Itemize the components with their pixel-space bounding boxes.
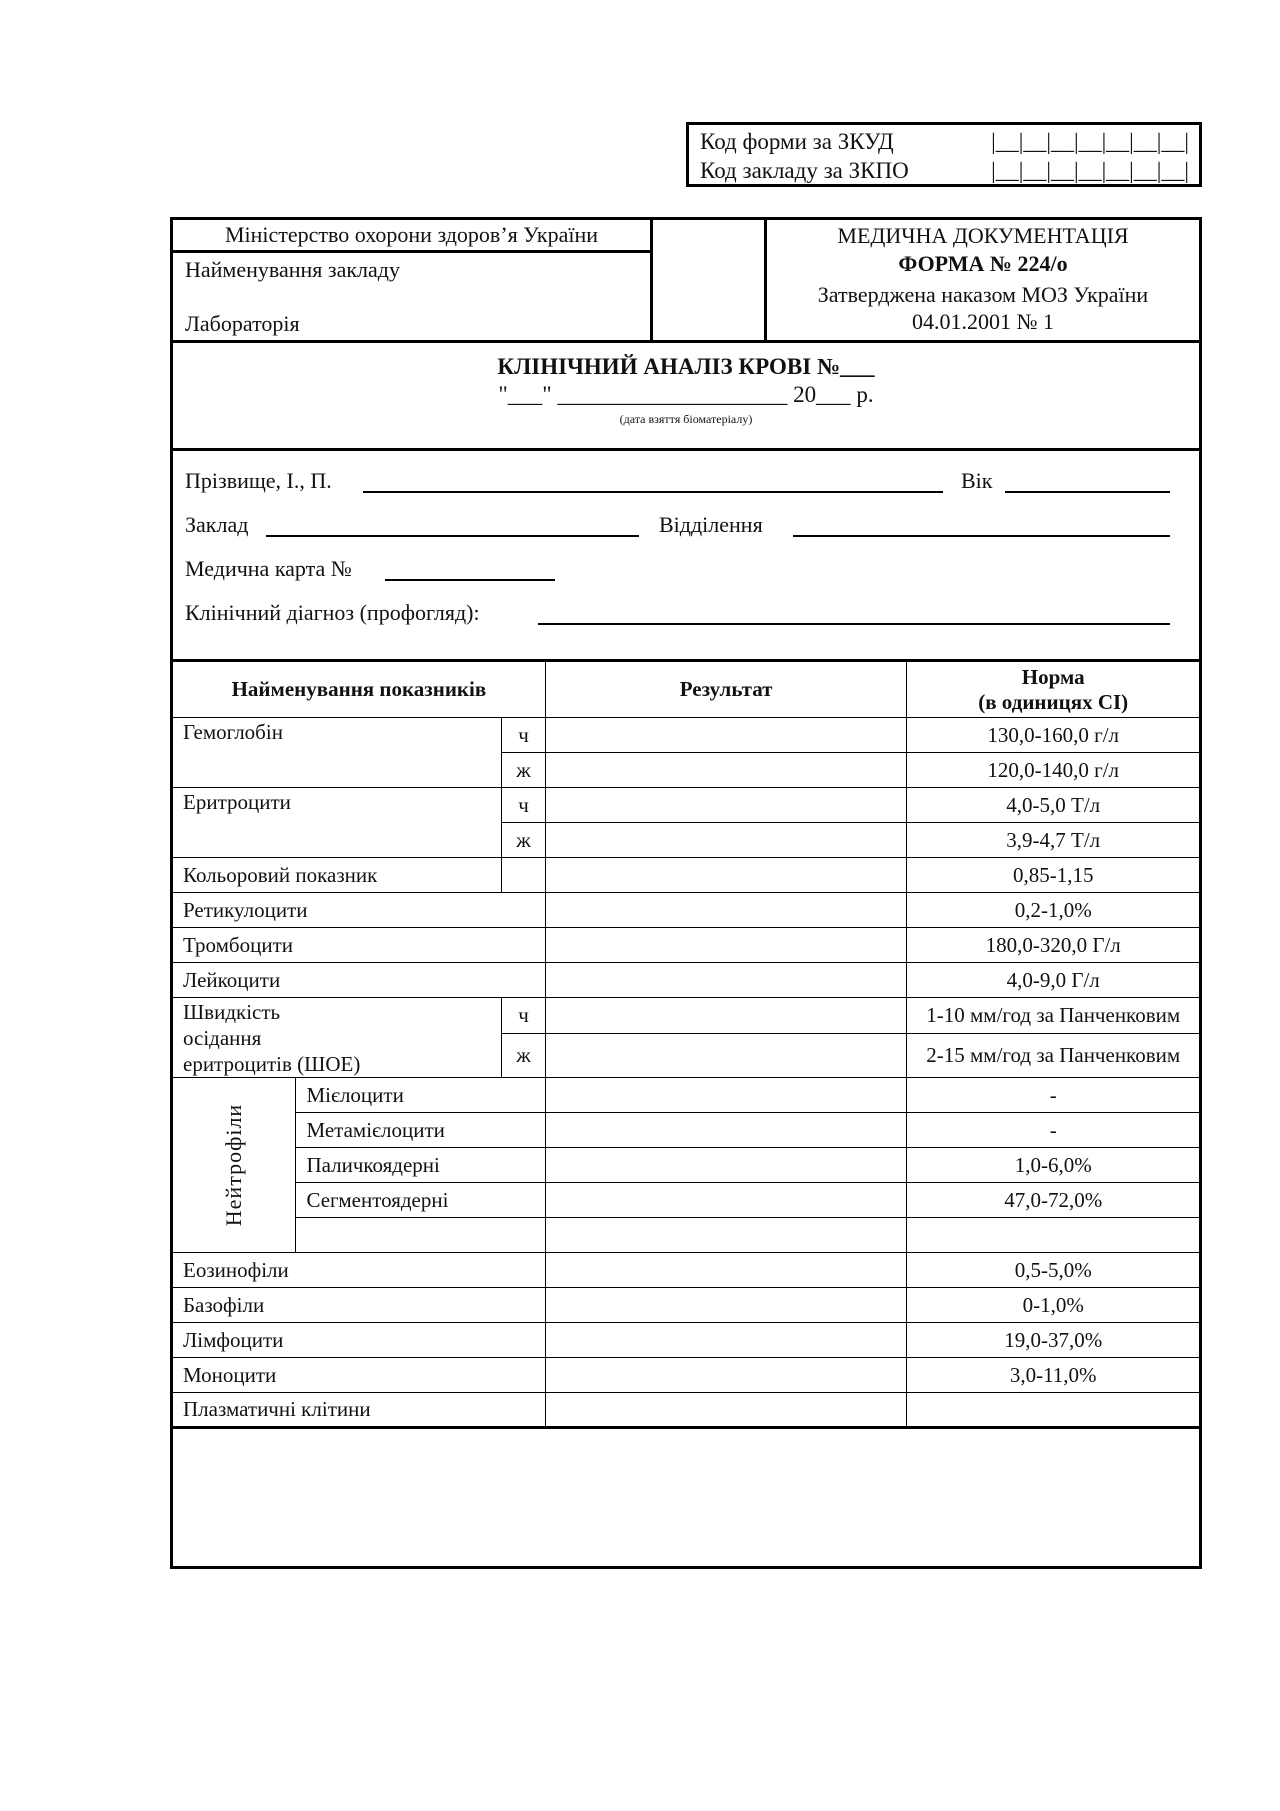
plasma-cells-result[interactable] <box>545 1393 907 1428</box>
zkpo-row <box>700 156 1189 185</box>
myelocytes-result[interactable] <box>545 1078 907 1113</box>
table-row <box>173 963 1199 998</box>
erythrocytes-name: Еритроцити <box>173 788 502 858</box>
hemoglobin-female-norm: 120,0-140,0 г/л <box>907 753 1199 788</box>
doc-type: МЕДИЧНА ДОКУМЕНТАЦІЯ <box>837 223 1129 248</box>
hemoglobin-female-result[interactable] <box>545 753 907 788</box>
table-row <box>173 718 1199 753</box>
esr-male-result[interactable] <box>545 998 907 1034</box>
reticulocytes-norm: 0,2-1,0% <box>907 893 1199 928</box>
diagnosis-label: Клінічний діагноз (профогляд): <box>185 600 480 625</box>
eosinophils-name: Еозинофіли <box>173 1253 545 1288</box>
age-label: Вік <box>961 468 993 493</box>
department-label: Відділення <box>659 512 763 537</box>
neutrophils-extra-name[interactable] <box>296 1218 545 1253</box>
basophils-norm: 0-1,0% <box>907 1288 1199 1323</box>
band-neutrophils-name: Паличкоядерні <box>296 1148 545 1183</box>
basophils-name: Базофіли <box>173 1288 545 1323</box>
table-row <box>173 858 1199 893</box>
neutrophils-extra-result[interactable] <box>545 1218 907 1253</box>
approval-date: 04.01.2001 № 1 <box>912 309 1054 334</box>
institution-name-label: Найменування закладу <box>185 257 400 282</box>
medical-card-field[interactable] <box>385 579 555 581</box>
zkpo-label: Код закладу за ЗКПО <box>700 158 909 183</box>
lymphocytes-norm: 19,0-37,0% <box>907 1323 1199 1358</box>
sex-empty <box>502 858 546 893</box>
leukocytes-result[interactable] <box>545 963 907 998</box>
platelets-result[interactable] <box>545 928 907 963</box>
table-row <box>173 1288 1199 1323</box>
zkud-code-field[interactable]: |__|__|__|__|__|__|__| <box>991 129 1189 154</box>
color-index-name: Кольоровий показник <box>173 858 502 893</box>
metamyelocytes-norm: - <box>907 1113 1199 1148</box>
hemoglobin-male-norm: 130,0-160,0 г/л <box>907 718 1199 753</box>
erythrocytes-male-norm: 4,0-5,0 Т/л <box>907 788 1199 823</box>
form-number: ФОРМА № 224/о <box>898 251 1068 276</box>
leukocytes-name: Лейкоцити <box>173 963 545 998</box>
title-bottom-border <box>173 448 1199 451</box>
approval-text: Затверджена наказом МОЗ України <box>817 282 1149 307</box>
header-norm <box>907 661 1199 718</box>
table-row <box>173 1218 1199 1253</box>
age-field[interactable] <box>1005 491 1170 493</box>
neutrophils-group-label: Нейтрофіли <box>221 1103 247 1227</box>
eosinophils-result[interactable] <box>545 1253 907 1288</box>
segmented-neutrophils-norm: 47,0-72,0% <box>907 1183 1199 1218</box>
lymphocytes-name: Лімфоцити <box>173 1323 545 1358</box>
header-result: Результат <box>545 661 907 718</box>
analysis-table <box>173 659 1199 1429</box>
header-norm-line2: (в одиницях СІ) <box>978 689 1129 714</box>
ministry-divider <box>173 250 653 253</box>
segmented-neutrophils-result[interactable] <box>545 1183 907 1218</box>
sex-male: ч <box>502 718 546 753</box>
form-code-box <box>686 122 1202 187</box>
zkud-label: Код форми за ЗКУД <box>700 129 894 154</box>
hemoglobin-male-result[interactable] <box>545 718 907 753</box>
reticulocytes-name: Ретикулоцити <box>173 893 545 928</box>
platelets-name: Тромбоцити <box>173 928 545 963</box>
notes-area[interactable] <box>173 1459 1199 1566</box>
reticulocytes-result[interactable] <box>545 893 907 928</box>
plasma-cells-norm <box>907 1393 1199 1428</box>
hemoglobin-name: Гемоглобін <box>173 718 502 788</box>
eosinophils-norm: 0,5-5,0% <box>907 1253 1199 1288</box>
table-row <box>173 1393 1199 1428</box>
zkpo-code-field[interactable]: |__|__|__|__|__|__|__| <box>991 158 1189 183</box>
blood-test-form <box>170 217 1202 1569</box>
sex-female: ж <box>502 753 546 788</box>
diagnosis-field[interactable] <box>538 623 1170 625</box>
laboratory-label: Лабораторія <box>185 311 300 336</box>
erythrocytes-male-result[interactable] <box>545 788 907 823</box>
header-indicator-name: Найменування показників <box>173 661 545 718</box>
patient-name-label: Прізвище, І., П. <box>185 468 332 493</box>
leukocytes-norm: 4,0-9,0 Г/л <box>907 963 1199 998</box>
myelocytes-name: Мієлоцити <box>296 1078 545 1113</box>
esr-name-line3: еритроцитів (ШОЕ) <box>183 1051 361 1076</box>
esr-male-norm: 1-10 мм/год за Панченковим <box>907 998 1199 1034</box>
erythrocytes-female-result[interactable] <box>545 823 907 858</box>
patient-name-field[interactable] <box>363 491 943 493</box>
esr-name-line2: осідання <box>183 1025 262 1050</box>
facility-label: Заклад <box>185 512 249 537</box>
table-row <box>173 788 1199 823</box>
band-neutrophils-norm: 1,0-6,0% <box>907 1148 1199 1183</box>
table-row <box>173 998 1199 1034</box>
esr-female-norm: 2-15 мм/год за Панченковим <box>907 1034 1199 1078</box>
band-neutrophils-result[interactable] <box>545 1148 907 1183</box>
table-row <box>173 1323 1199 1358</box>
monocytes-norm: 3,0-11,0% <box>907 1358 1199 1393</box>
metamyelocytes-name: Метамієлоцити <box>296 1113 545 1148</box>
color-index-result[interactable] <box>545 858 907 893</box>
zkud-row <box>700 127 1189 156</box>
sex-female: ж <box>502 823 546 858</box>
table-row <box>173 1253 1199 1288</box>
neutrophils-group <box>173 1078 296 1253</box>
sample-date-caption: (дата взяття біоматеріалу) <box>619 412 753 426</box>
table-row <box>173 1078 1199 1113</box>
header-norm-line1: Норма <box>1021 664 1085 689</box>
header-bottom-border <box>173 340 1199 343</box>
facility-field[interactable] <box>266 535 639 537</box>
sample-date-field[interactable]: "___" ____________________ 20___ р. <box>498 382 874 407</box>
esr-name-line1: Швидкість <box>183 999 281 1024</box>
basophils-result[interactable] <box>545 1288 907 1323</box>
metamyelocytes-result[interactable] <box>545 1113 907 1148</box>
lymphocytes-result[interactable] <box>545 1323 907 1358</box>
table-header-row <box>173 661 1199 718</box>
esr-female-result[interactable] <box>545 1034 907 1078</box>
sex-male: ч <box>502 788 546 823</box>
plasma-cells-name: Плазматичні клітини <box>173 1393 545 1428</box>
platelets-norm: 180,0-320,0 Г/л <box>907 928 1199 963</box>
myelocytes-norm: - <box>907 1078 1199 1113</box>
table-row <box>173 1183 1199 1218</box>
monocytes-result[interactable] <box>545 1358 907 1393</box>
form-title: КЛІНІЧНИЙ АНАЛІЗ КРОВІ №___ <box>497 354 875 379</box>
segmented-neutrophils-name: Сегментоядерні <box>296 1183 545 1218</box>
neutrophils-extra-norm <box>907 1218 1199 1253</box>
table-row <box>173 893 1199 928</box>
table-row <box>173 928 1199 963</box>
department-field[interactable] <box>793 535 1170 537</box>
medical-card-label: Медична карта № <box>185 556 352 581</box>
table-row <box>173 1113 1199 1148</box>
header-divider <box>650 220 653 340</box>
color-index-norm: 0,85-1,15 <box>907 858 1199 893</box>
erythrocytes-female-norm: 3,9-4,7 Т/л <box>907 823 1199 858</box>
ministry-name: Міністерство охорони здоров’я України <box>224 222 599 247</box>
sex-female: ж <box>502 1034 546 1078</box>
table-row <box>173 1358 1199 1393</box>
esr-name <box>173 998 502 1078</box>
sex-male: ч <box>502 998 546 1034</box>
monocytes-name: Моноцити <box>173 1358 545 1393</box>
table-row <box>173 1148 1199 1183</box>
